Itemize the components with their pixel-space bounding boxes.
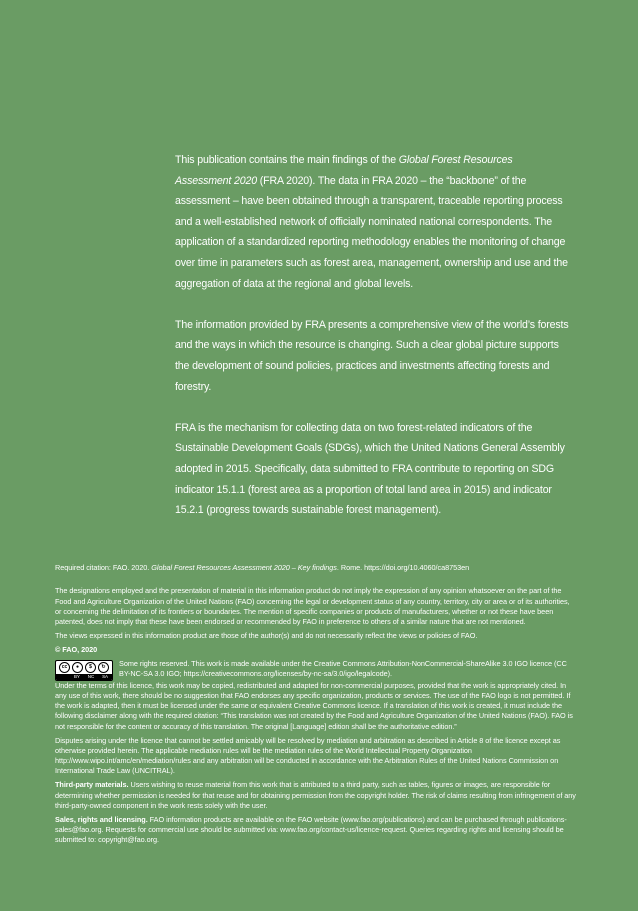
views-disclaimer: The views expressed in this information product are those of the author(s) and do not necessarily reflect the views or policies of FAO. — [55, 630, 478, 640]
sales-label: Sales, rights and licensing. — [55, 814, 148, 824]
legal-notice — [55, 563, 577, 849]
intro-text — [175, 150, 570, 521]
sales-rights-licensing — [55, 815, 577, 846]
attribution-icon: ● — [72, 662, 83, 673]
intro-p1-lead: This publication contains the main findings of the — [175, 154, 399, 166]
cc-badge-labels — [56, 674, 112, 680]
copyright-text: © FAO, 2020 — [55, 644, 98, 654]
noncommercial-icon: $ — [85, 662, 96, 673]
sales-text: FAO information products are available on the FAO website (www.fao.org/publications) and can be purchased through publications-sales@fao.org. Requests for commercial use should be submitted via: www.fao.org/contact-us/licence-request. Queries regarding rights and licensing should be submitted to: copyright@fao.org. — [55, 814, 567, 845]
cc-icon: cc — [59, 662, 70, 673]
cc-label-nc: NC — [87, 673, 95, 679]
disputes-clause: Disputes arising under the licence that cannot be settled amicably will be resolved by mediation and arbitration as described in Article 8 of the licence except as otherwise provided herein. The applicable mediation rules will be the mediation rules of the World Intellectual Property Organization http://www.wipo.int/amc/en/mediation/rules and any arbitration will be conducted in accordance with the Arbitration Rules of the United Nations Commission on International Trade Law (UNCITRAL). — [55, 735, 561, 776]
designations-disclaimer: The designations employed and the presentation of material in this information product do not imply the expression of any opinion whatsoever on the part of the Food and Agriculture Organization of the United Nations (FAO) concerning the legal or development status of any country, territory, city or area or of its authorities, or concerning the delimitation of its frontiers or boundaries. The mention of specific companies or products of manufacturers, whether or not these have been patented, does not imply that these have been endorsed or recommended by FAO in preference to others of a similar nature that are not mentioned. — [55, 586, 570, 627]
intro-paragraph-1 — [175, 150, 570, 294]
licence-block — [55, 659, 577, 681]
cc-licence-badge — [55, 660, 113, 681]
citation-title: Global Forest Resources Assessment 2020 – Key findings — [151, 563, 337, 572]
copyright-line — [55, 645, 577, 655]
intro-p1-rest: (FRA 2020). The data in FRA 2020 – the “backbone” of the assessment – have been obtained through a transparent, traceable reporting process and a well-established network of officially nominated national correspondents. The application of a standardized reporting methodology enables the monitoring of change over time in parameters such as forest area, management, ownership and use and the aggregation of data at the regional and global levels. — [175, 174, 568, 290]
third-party-materials — [55, 780, 577, 811]
third-party-label: Third-party materials. — [55, 780, 129, 790]
intro-paragraph-2: The information provided by FRA presents a comprehensive view of the world’s forests and the ways in which the resource is changing. Such a clear global picture supports the development of sound policies, practices and investments affecting forests and forestry. — [175, 318, 569, 393]
third-party-text: Users wishing to reuse material from this work that is attributed to a third party, such as tables, figures or images, are responsible for determining whether permission is needed for that reuse and for obtaining permission from the copyright holder. The risk of claims resulting from infringement of any third-party-owned component in the work rests solely with the user. — [55, 780, 576, 810]
cc-label-by: BY — [73, 673, 80, 679]
citation-prefix: Required citation: FAO. 2020. — [55, 563, 152, 572]
intro-paragraph-3: FRA is the mechanism for collecting data on two forest-related indicators of the Sustainable Development Goals (SDGs), which the United Nations General Assembly adopted in 2015. Specifically, data submitted to FRA contribute to reporting on SDG indicator 15.1.1 (forest area as a proportion of total land area in 2015) and indicator 15.2.1 (progress towards sustainable forest management). — [175, 421, 565, 517]
rights-statement: Some rights reserved. This work is made available under the Creative Commons Attribution-NonCommercial-ShareAlike 3.0 IGO licence (CC BY-NC-SA 3.0 IGO; https://creativecommons.org/licenses/by-nc-sa/3.0/igo/legalcode). — [119, 658, 567, 678]
cc-icons — [56, 661, 112, 674]
required-citation — [55, 563, 577, 573]
licence-terms: Under the terms of this licence, this work may be copied, redistributed and adapted for non-commercial purposes, provided that the work is appropriately cited. In any use of this work, there should be no suggestion that FAO endorses any specific organization, products or services. The use of the FAO logo is not permitted. If the work is adapted, then it must be licensed under the same or equivalent Creative Commons licence. If a translation of this work is created, it must include the following disclaimer along with the required citation: “This translation was not created by the Food and Agriculture Organization of the United Nations (FAO). FAO is not responsible for the content or accuracy of this translation. The original [Language] edition shall be the authoritative edition.” — [55, 680, 573, 731]
sharealike-icon: ↻ — [98, 662, 109, 673]
citation-suffix: . Rome. https://doi.org/10.4060/ca8753en — [336, 563, 470, 572]
cc-label-sa: SA — [102, 673, 109, 679]
publication-title: Global Forest Resources Assessment 2020 — [175, 154, 513, 187]
